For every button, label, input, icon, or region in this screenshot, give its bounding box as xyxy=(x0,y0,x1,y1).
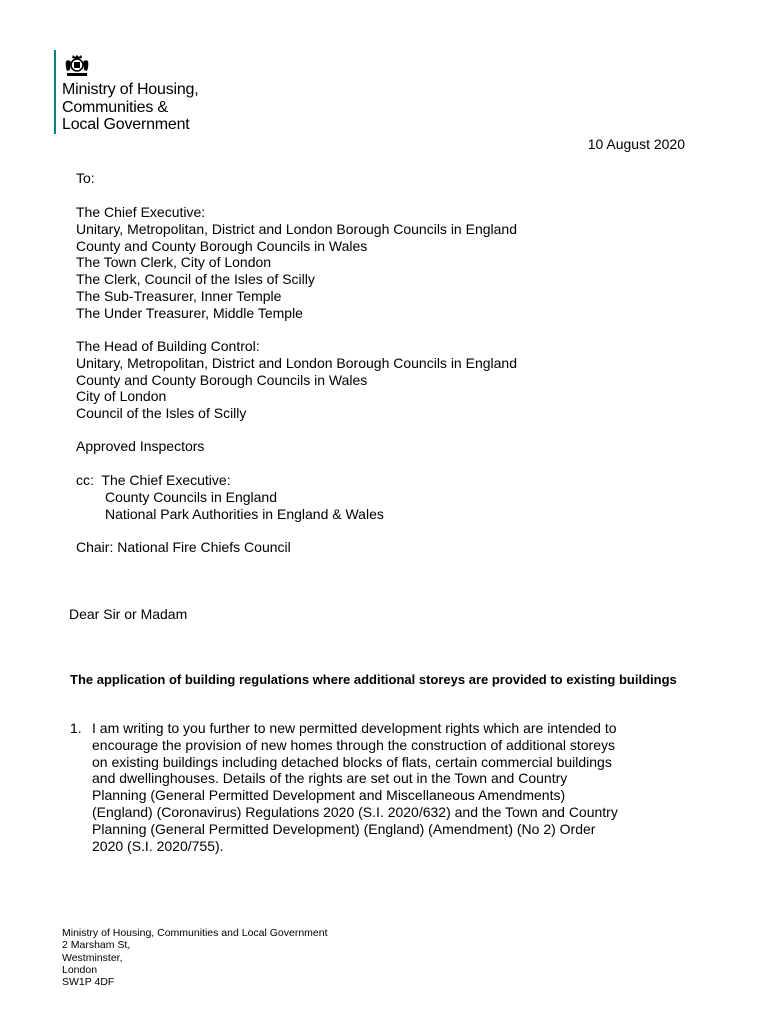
paragraph-1 xyxy=(70,720,618,854)
paragraph-line: encourage the provision of new homes through the construction of additional storeys xyxy=(92,736,615,753)
recipients-group-2 xyxy=(76,338,517,422)
department-name-line-2: Communities & xyxy=(62,98,168,116)
paragraph-number: 1. xyxy=(70,720,82,736)
paragraph-line: Planning (General Permitted Development and Miscellaneous Amendments) xyxy=(92,787,566,804)
department-name xyxy=(62,81,199,134)
paragraph-line: and dwellinghouses. Details of the rights are set out in the Town and Country xyxy=(92,770,568,787)
recipient-line: County and County Borough Councils in Wales xyxy=(76,371,368,388)
recipient-line: The Under Treasurer, Middle Temple xyxy=(76,304,303,321)
chair-line: Chair: National Fire Chiefs Council xyxy=(76,539,291,555)
letter-date: 10 August 2020 xyxy=(587,136,685,152)
paragraph-line: Planning (General Permitted Development) (England) (Amendment) (No 2) Order xyxy=(92,820,596,837)
cc-line: County Councils in England xyxy=(105,488,277,505)
recipient-line: The Chief Executive: xyxy=(76,204,206,220)
footer-line: 2 Marsham St, xyxy=(62,939,131,952)
department-name-line-3: Local Government xyxy=(62,116,190,133)
recipient-line: The Clerk, Council of the Isles of Scilly xyxy=(76,271,315,288)
recipient-line: County and County Borough Councils in Wales xyxy=(76,237,368,254)
recipient-line: Unitary, Metropolitan, District and London Borough Councils in England xyxy=(76,354,517,371)
paragraph-line: I am writing to you further to new permitted development rights which are intended to xyxy=(92,720,617,736)
cc-line: National Park Authorities in England & Wales xyxy=(105,505,384,522)
cc-first-line xyxy=(76,472,384,489)
approved-inspectors: Approved Inspectors xyxy=(76,438,205,454)
letter-heading: The application of building regulations where additional storeys are provided to existing buildings xyxy=(70,672,677,687)
footer-line: London xyxy=(62,963,98,976)
recipient-line: The Sub-Treasurer, Inner Temple xyxy=(76,287,282,304)
paragraph-text xyxy=(92,720,618,854)
recipient-line: The Head of Building Control: xyxy=(76,338,260,354)
to-label: To: xyxy=(76,170,95,186)
paragraph-line: 2020 (S.I. 2020/755). xyxy=(92,837,224,854)
recipient-line: Council of the Isles of Scilly xyxy=(76,405,247,422)
department-name-line-1: Ministry of Housing, xyxy=(62,81,199,98)
logo-accent-bar xyxy=(54,50,56,134)
paragraph-line: on existing buildings including detached blocks of flats, certain commercial buildings xyxy=(92,753,612,770)
salutation: Dear Sir or Madam xyxy=(69,606,188,622)
royal-crest-icon xyxy=(62,52,92,78)
footer-line: Ministry of Housing, Communities and Local Government xyxy=(62,927,328,939)
paragraph-line: (England) (Coronavirus) Regulations 2020 (S.I. 2020/632) and the Town and Country xyxy=(92,803,618,820)
recipients-group-1 xyxy=(76,204,517,322)
footer-line: Westminster, xyxy=(62,951,123,964)
footer-line: SW1P 4DF xyxy=(62,976,115,989)
cc-label: cc: xyxy=(76,472,94,488)
recipient-line: City of London xyxy=(76,388,167,405)
footer-address xyxy=(62,927,328,988)
recipient-line: The Town Clerk, City of London xyxy=(76,254,272,271)
cc-block xyxy=(76,472,384,522)
cc-recipient: The Chief Executive: xyxy=(101,472,231,488)
recipient-line: Unitary, Metropolitan, District and London Borough Councils in England xyxy=(76,220,517,237)
